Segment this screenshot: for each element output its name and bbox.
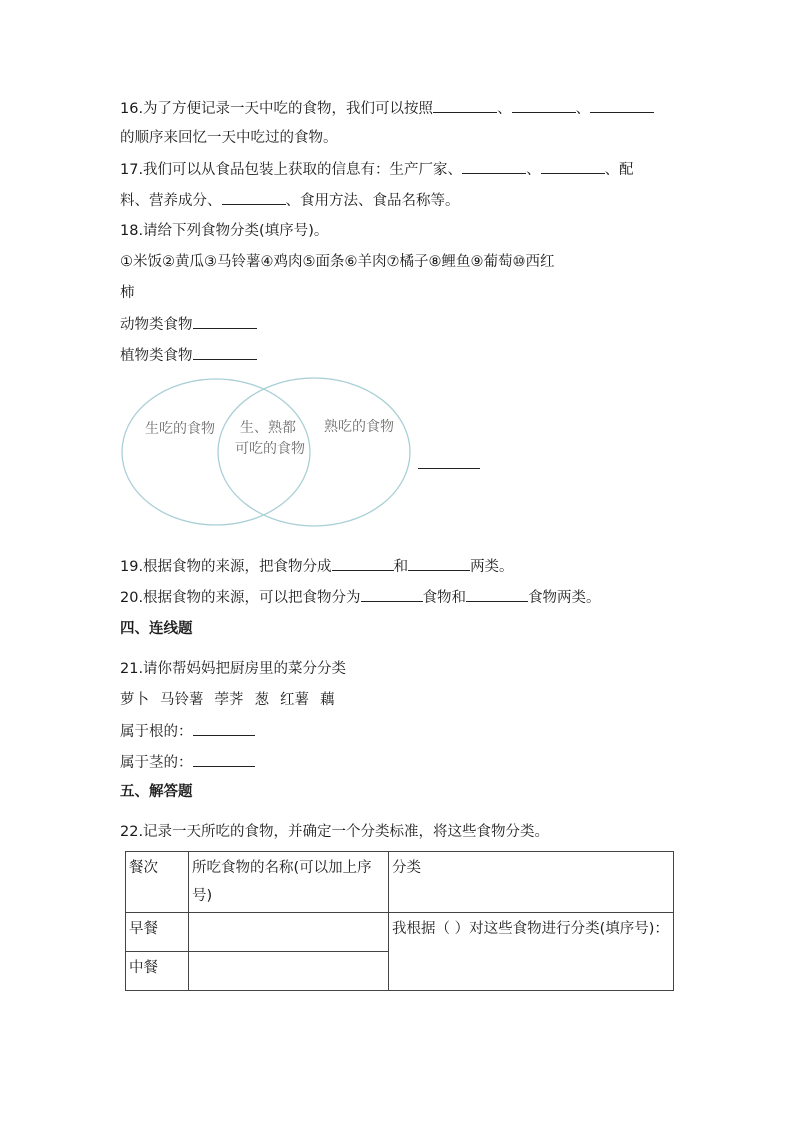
header-meal: 餐次 [126, 852, 189, 913]
table-row-breakfast [126, 913, 674, 952]
q17-text-end1: 、配 [604, 162, 634, 178]
q16-sep-1: 、 [497, 101, 512, 117]
q18-food-list-cont: 柿 [120, 285, 135, 301]
breakfast-food-cell[interactable] [189, 913, 389, 952]
q17-blank-1[interactable] [462, 159, 526, 174]
row-label-breakfast: 早餐 [126, 913, 189, 952]
q17-line2 [120, 190, 460, 211]
venn-left-label: 生吃的食物 [145, 421, 215, 437]
q17-line1 [120, 159, 634, 180]
venn-diagram [118, 372, 418, 532]
vegetable-lotus-root: 藕 [320, 692, 335, 708]
q16-blank-1[interactable] [433, 98, 497, 113]
q16-sep-2: 、 [575, 101, 591, 117]
vegetable-water-chestnut: 荸荠 [214, 692, 244, 708]
vegetable-potato: 马铃薯 [160, 692, 204, 708]
header-food-names: 所吃食物的名称(可以加上序号) [189, 852, 389, 913]
q19-blank-2[interactable] [408, 556, 470, 571]
q20-blank-1[interactable] [361, 587, 423, 602]
q21-prompt: 21.请你帮妈妈把厨房里的菜分分类 [120, 661, 347, 677]
venn-answer-blank[interactable] [418, 468, 480, 469]
meal-record-table [125, 851, 674, 991]
stem-label: 属于茎的： [120, 755, 193, 771]
q21-vegetable-list [120, 690, 346, 710]
q22-prompt: 22.记录一天所吃的食物，并确定一个分类标准，将这些食物分类。 [120, 824, 550, 840]
root-label: 属于根的： [120, 724, 193, 740]
vegetable-sweet-potato: 红薯 [280, 692, 309, 708]
header-classify: 分类 [389, 852, 674, 913]
q21-root-row [120, 721, 255, 742]
q17-blank-2[interactable] [541, 159, 605, 174]
q21-stem-row [120, 752, 255, 773]
animal-food-label: 动物类食物 [120, 317, 193, 333]
classify-note-cell[interactable]: 我根据（ ）对这些食物进行分类(填序号)： [389, 913, 674, 991]
q19-text-a: 19.根据食物的来源，把食物分成 [120, 559, 332, 575]
section-4-title: 四、连线题 [120, 621, 193, 637]
q17-text-2b: 、食用方法、食品名称等。 [285, 193, 460, 209]
q16-text: 16.为了方便记录一天中吃的食物，我们可以按照 [120, 101, 434, 117]
q18-plant-row [120, 345, 257, 366]
vegetable-radish: 萝卜 [120, 692, 149, 708]
q17-blank-3[interactable] [222, 190, 286, 205]
vegetable-scallion: 葱 [254, 692, 269, 708]
q17-text-2a: 料、营养成分、 [120, 193, 222, 209]
section-5-title: 五、解答题 [120, 784, 193, 800]
venn-middle-label-2: 可吃的食物 [235, 441, 305, 457]
plant-food-label: 植物类食物 [120, 348, 193, 364]
venn-middle-label-1: 生、熟都 [240, 420, 296, 436]
q16-text-end: 的顺序来回忆一天中吃过的食物。 [120, 130, 338, 146]
root-blank[interactable] [193, 721, 255, 736]
q16-line2 [120, 128, 338, 148]
q20-text-a: 20.根据食物的来源，可以把食物分为 [120, 590, 361, 606]
q18-animal-row [120, 314, 257, 335]
q18-food-list: ①米饭②黄瓜③马铃薯④鸡肉⑤面条⑥羊肉⑦橘子⑧鲤鱼⑨葡萄⑩西红 [120, 254, 555, 270]
q19-blank-1[interactable] [332, 556, 394, 571]
row-label-lunch: 中餐 [126, 952, 189, 991]
venn-right-label: 熟吃的食物 [324, 419, 394, 435]
q17-text: 17.我们可以从食品包装上获取的信息有：生产厂家、 [120, 162, 463, 178]
q17-sep: 、 [526, 162, 541, 178]
table-header-row [126, 852, 674, 913]
plant-food-blank[interactable] [193, 345, 257, 360]
q20-text-c: 食物两类。 [528, 590, 601, 606]
animal-food-blank[interactable] [193, 314, 257, 329]
q20-line [120, 587, 601, 608]
q16-blank-2[interactable] [512, 98, 576, 113]
q20-blank-2[interactable] [466, 587, 528, 602]
lunch-food-cell[interactable] [189, 952, 389, 991]
q20-text-b: 食物和 [422, 590, 467, 606]
q19-text-b: 和 [393, 559, 409, 575]
q18-prompt: 18.请给下列食物分类(填序号)。 [120, 223, 329, 239]
q19-text-c: 两类。 [470, 559, 514, 575]
stem-blank[interactable] [193, 752, 255, 767]
q16-blank-3[interactable] [590, 98, 654, 113]
q19-line [120, 556, 514, 577]
q16-line1 [120, 98, 654, 119]
